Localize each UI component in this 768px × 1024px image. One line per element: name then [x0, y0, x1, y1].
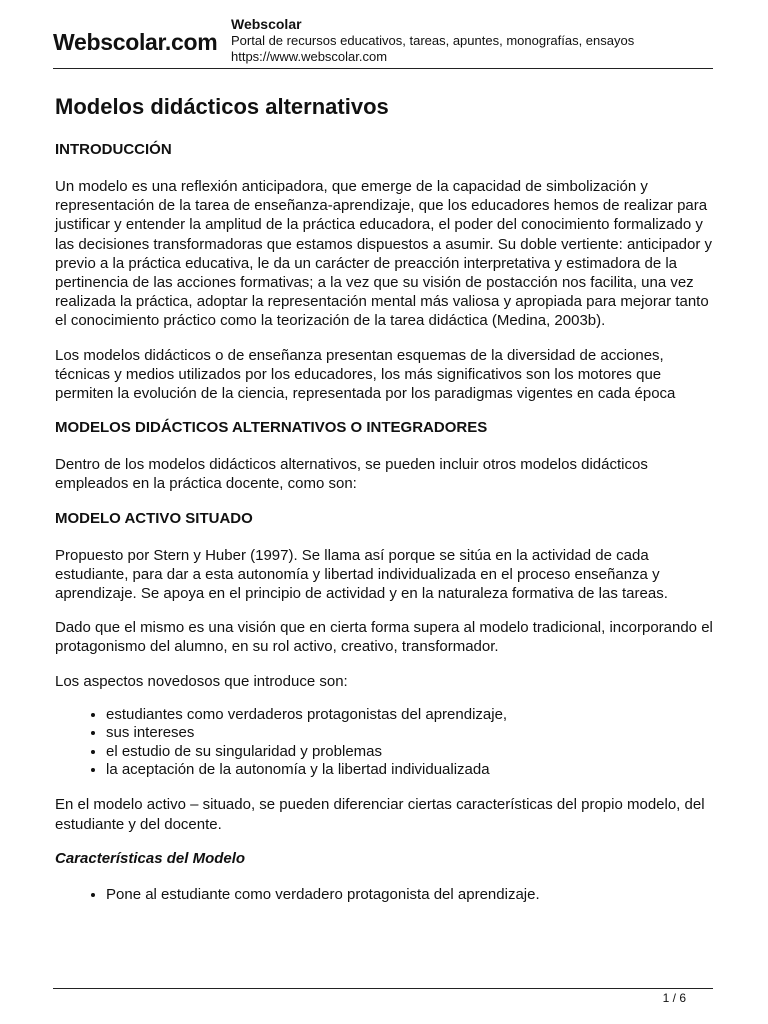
section-heading-introduccion: INTRODUCCIÓN	[55, 141, 172, 158]
paragraph-activo-4: En el modelo activo – situado, se pueden diferenciar ciertas características del propio modelo, del estudiante y del docente.	[55, 796, 705, 833]
section-heading-modelos-alternativos: MODELOS DIDÁCTICOS ALTERNATIVOS O INTEGRADORES	[55, 419, 488, 437]
novel-aspects-list	[55, 706, 715, 780]
site-logo: Webscolar.com	[53, 29, 218, 55]
footer-divider	[53, 988, 713, 989]
paragraph-activo-3: Los aspectos novedosos que introduce son:	[55, 672, 348, 690]
site-info	[231, 16, 634, 65]
paragraph-activo-1: Propuesto por Stern y Huber (1997). Se llama así porque se sitúa en la actividad de cada estudiante, para dar a esta autonomía y libertad individualizada en el proceso enseñanza y aprendizaje. Se apoya en el principio de actividad y en la naturaleza formativa de las tareas.	[55, 546, 668, 603]
list-item: • estudiantes como verdaderos protagonistas del aprendizaje,	[106, 706, 715, 724]
site-name: Webscolar	[231, 16, 302, 32]
page-header	[0, 0, 768, 70]
document-body	[55, 92, 715, 920]
list-item: • la aceptación de la autonomía y la libertad individualizada	[106, 761, 715, 779]
characteristics-list	[55, 886, 715, 904]
subsection-heading-caracteristicas: Características del Modelo	[55, 849, 246, 867]
site-tagline: Portal de recursos educativos, tareas, apuntes, monografías, ensayos	[231, 33, 635, 48]
header-divider	[53, 68, 713, 69]
list-item: • el estudio de su singularidad y problemas	[106, 743, 715, 761]
paragraph-intro-1: Un modelo es una reflexión anticipadora, que emerge de la capacidad de simbolización y representación de la tarea de enseñanza-aprendizaje, que los educadores hemos de realizar para justificar y entender la amplitud de la práctica educadora, el poder del conocimiento formalizado y las decisiones transformadoras que estamos dispuestos a asumir. Su doble vertiente: anticipador y previo a la práctica educativa, le da un carácter de preacción interpretativa y estimadora de la pertinencia de las acciones formativas; a la vez que su visión de postacción nos facilita, una vez realizada la práctica, adoptar la representación mental más valiosa y apropiada para mejorar tanto el conocimiento práctico como la teorización de la tarea didáctica (Medina, 2003b).	[55, 178, 713, 330]
paragraph-activo-2: Dado que el mismo es una visión que en cierta forma supera al modelo tradicional, incorporando el protagonismo del alumno, en su rol activo, creativo, transformador.	[55, 619, 713, 656]
site-url[interactable]: https://www.webscolar.com	[231, 49, 388, 64]
section-heading-modelo-activo: MODELO ACTIVO SITUADO	[55, 509, 253, 527]
document-title: Modelos didácticos alternativos	[55, 94, 389, 119]
list-item: • sus intereses	[106, 724, 715, 742]
list-item: • Pone al estudiante como verdadero protagonista del aprendizaje.	[106, 886, 715, 904]
paragraph-alternativos-1: Dentro de los modelos didácticos alternativos, se pueden incluir otros modelos didácticos empleados en la práctica docente, como son:	[55, 456, 648, 493]
page-indicator: 1 / 6	[662, 991, 686, 1005]
paragraph-intro-2: Los modelos didácticos o de enseñanza presentan esquemas de la diversidad de acciones, técnicas y medios utilizados por los educadores, los más significativos son los motores que permiten la evolución de la ciencia, representada por los paradigmas vigentes en cada época	[55, 346, 676, 403]
